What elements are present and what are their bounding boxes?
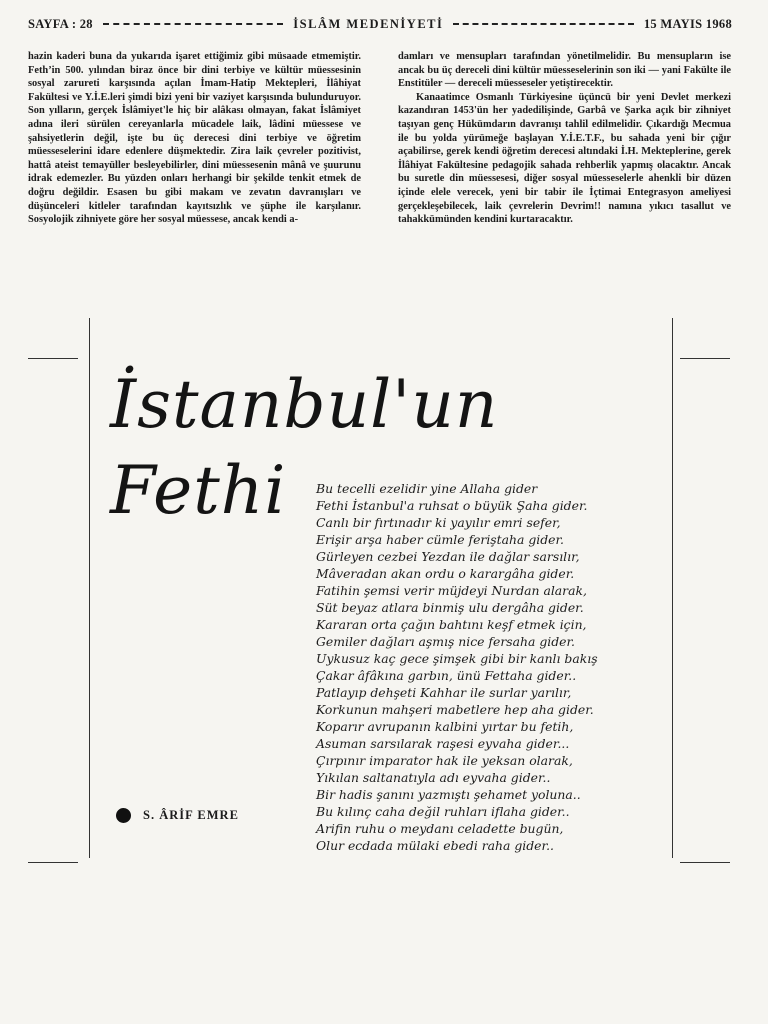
poem-line: Süt beyaz atlara binmiş ulu dergâha gider. bbox=[316, 600, 584, 615]
poem-line: Koparır avrupanın kalbini yırtar bu fetih, bbox=[316, 719, 574, 734]
page-header bbox=[28, 14, 732, 34]
poem-line: Bu tecelli ezelidir yine Allaha gider bbox=[316, 481, 538, 496]
bullet-dot-icon bbox=[116, 808, 131, 823]
poem-line: Olur ecdada mülaki ebedi raha gider.. bbox=[316, 838, 554, 853]
poem-line: Asuman sarsılarak raşesi eyvaha gider... bbox=[316, 736, 570, 751]
poem-line: Erişir arşa haber cümle feriştaha gider. bbox=[316, 532, 564, 547]
margin-rule-bottom-left bbox=[28, 862, 78, 863]
author-name: S. ÂRİF EMRE bbox=[143, 808, 239, 822]
box-rule-left bbox=[89, 318, 90, 858]
poem-author bbox=[116, 808, 239, 823]
poem-line: Yıkılan saltanatıyla adı eyvaha gider.. bbox=[316, 770, 551, 785]
publication-title: İSLÂM MEDENİYETİ bbox=[293, 16, 444, 31]
poem-line: Korkunun mahşeri mabetlere hep aha gider. bbox=[316, 702, 594, 717]
poem-line: Fatihin şemsi verir müjdeyi Nurdan alarak, bbox=[316, 583, 587, 598]
poem-line: Gürleyen cezbei Yezdan ile dağlar sarsılır, bbox=[316, 549, 580, 564]
poem-line: Mâveradan akan ordu o karargâha gider. bbox=[316, 566, 575, 581]
margin-rule-top-left bbox=[28, 358, 78, 359]
article-column-left bbox=[28, 50, 361, 227]
poem-line: Gemiler dağları aşmış nice fersaha gider. bbox=[316, 634, 575, 649]
poem-line: Çakar âfâkına garbın, ünü Fettaha gider.. bbox=[316, 668, 577, 683]
poem-line: Bir hadis şanını yazmıştı şehamet yoluna.. bbox=[316, 787, 581, 802]
header-dash-right bbox=[453, 23, 633, 25]
poem-line: Bu kılınç caha değil ruhları iflaha gider.. bbox=[316, 804, 570, 819]
margin-rule-bottom-right bbox=[680, 862, 730, 863]
page-number: SAYFA : 28 bbox=[28, 16, 93, 31]
poem-line: Fethi İstanbul'a ruhsat o büyük Şaha gider. bbox=[316, 498, 588, 513]
poem-line: Kararan orta çağın bahtını keşf etmek için, bbox=[316, 617, 587, 632]
poem-text bbox=[316, 480, 716, 854]
poem-line: Canlı bir fırtınadır ki yayılır emri sefer, bbox=[316, 515, 561, 530]
poem-line: Patlayıp dehşeti Kahhar ile surlar yarılır, bbox=[316, 685, 572, 700]
margin-rule-top-right bbox=[680, 358, 730, 359]
article-paragraph: hazin kaderi buna da yukarıda işaret ettiğimiz gibi müsaade etmemiştir. Fethʼin 500. yılından biraz önce bir dini terbiye ve kültür müessesinin sosyal zarureti karşısında açılan İmam-Hatip Mektepleri, İlâhiyat Fakültesi ve Y.İ.E.leri şimdi bizi yeni bir vaziyet karşısında bulunduruyor. Son yılların, gerçek İslâmiyet'le hiç bir alâkası olmayan, fakat İslâmiyet adına ileri sürülen cereyanlarla mücadele laik, lâdini müessese ve şahsiyetlerin değil, işte bu üç derecesi dini terbiye ve öğretim müesseselerini idare edenlere düşmektedir. Zira laik çevreler pozitivist, hattâ ateist temayüller besleyebilirler, dini müessesenin mânâ ve şuurunu idrak edemezler. Bu yüzden onları herhangi bir şekilde tenkit etmek de doğru değildir. Esasen bu gibi makam ve zevatın davranışları ve düşünceleri kitleler tarafından kayıtsızlık ve şüphe ile karşılanır. Sosyolojik zihniyete göre her sosyal müessese, ancak kendi a- bbox=[28, 51, 361, 226]
article-column-right bbox=[398, 50, 731, 227]
poem-title-line-1: İstanbul'un bbox=[110, 366, 499, 443]
header-dash-left bbox=[103, 23, 283, 25]
poem-line: Arifin ruhu o meydanı celadette bugün, bbox=[316, 821, 564, 836]
poem-line: Çırpınır imparator hak ile yeksan olarak, bbox=[316, 753, 573, 768]
article-paragraph: Kanaatimce Osmanlı Türkiyesine üçüncü bir yeni Devlet merkezi kazandıran 1453'ün her yadedilişinde, Garbâ ve Şarka açık bir zihniyet taşıyan genç Hükümdarın davranışı tahlil edilmelidir. Çıkardığı Mecmua ile bu yolda yürümeğe başlayan Y.İ.E.T.F., bu sahada yeni bir çığır açabilirse, gerek kendi öğretim derecesi altındaki İ.H. Mekteplerine, gerek İlâhiyat Fakültesine pedagojik sahada rehberlik yapmış olacaktır. Ancak bu suretle din müessesesi, diğer sosyal müesseselerle ahenkli bir düzen içinde elele verecek, yeni bir tabir ile İçtimai Entegrasyon ameliyesi gerçekleşebilecek, laik çevrelerin Devrim!! namına yıkıcı tasallut ve tahakkümünden kendini kurtaracaktır. bbox=[398, 91, 731, 226]
article-paragraph: damları ve mensupları tarafından yönetilmelidir. Bu mensupların ise ancak bu üç dereceli dini kültür müesseselerinin son iki — yani Fakülte ile Enstitüler — dereceli müesseseler yetiştirecektir. bbox=[398, 51, 731, 90]
poem-line: Uykusuz kaç gece şimşek gibi bir kanlı bakış bbox=[316, 651, 598, 666]
poem-title-line-2: Fethi bbox=[110, 452, 287, 529]
issue-date: 15 MAYIS 1968 bbox=[643, 16, 732, 31]
